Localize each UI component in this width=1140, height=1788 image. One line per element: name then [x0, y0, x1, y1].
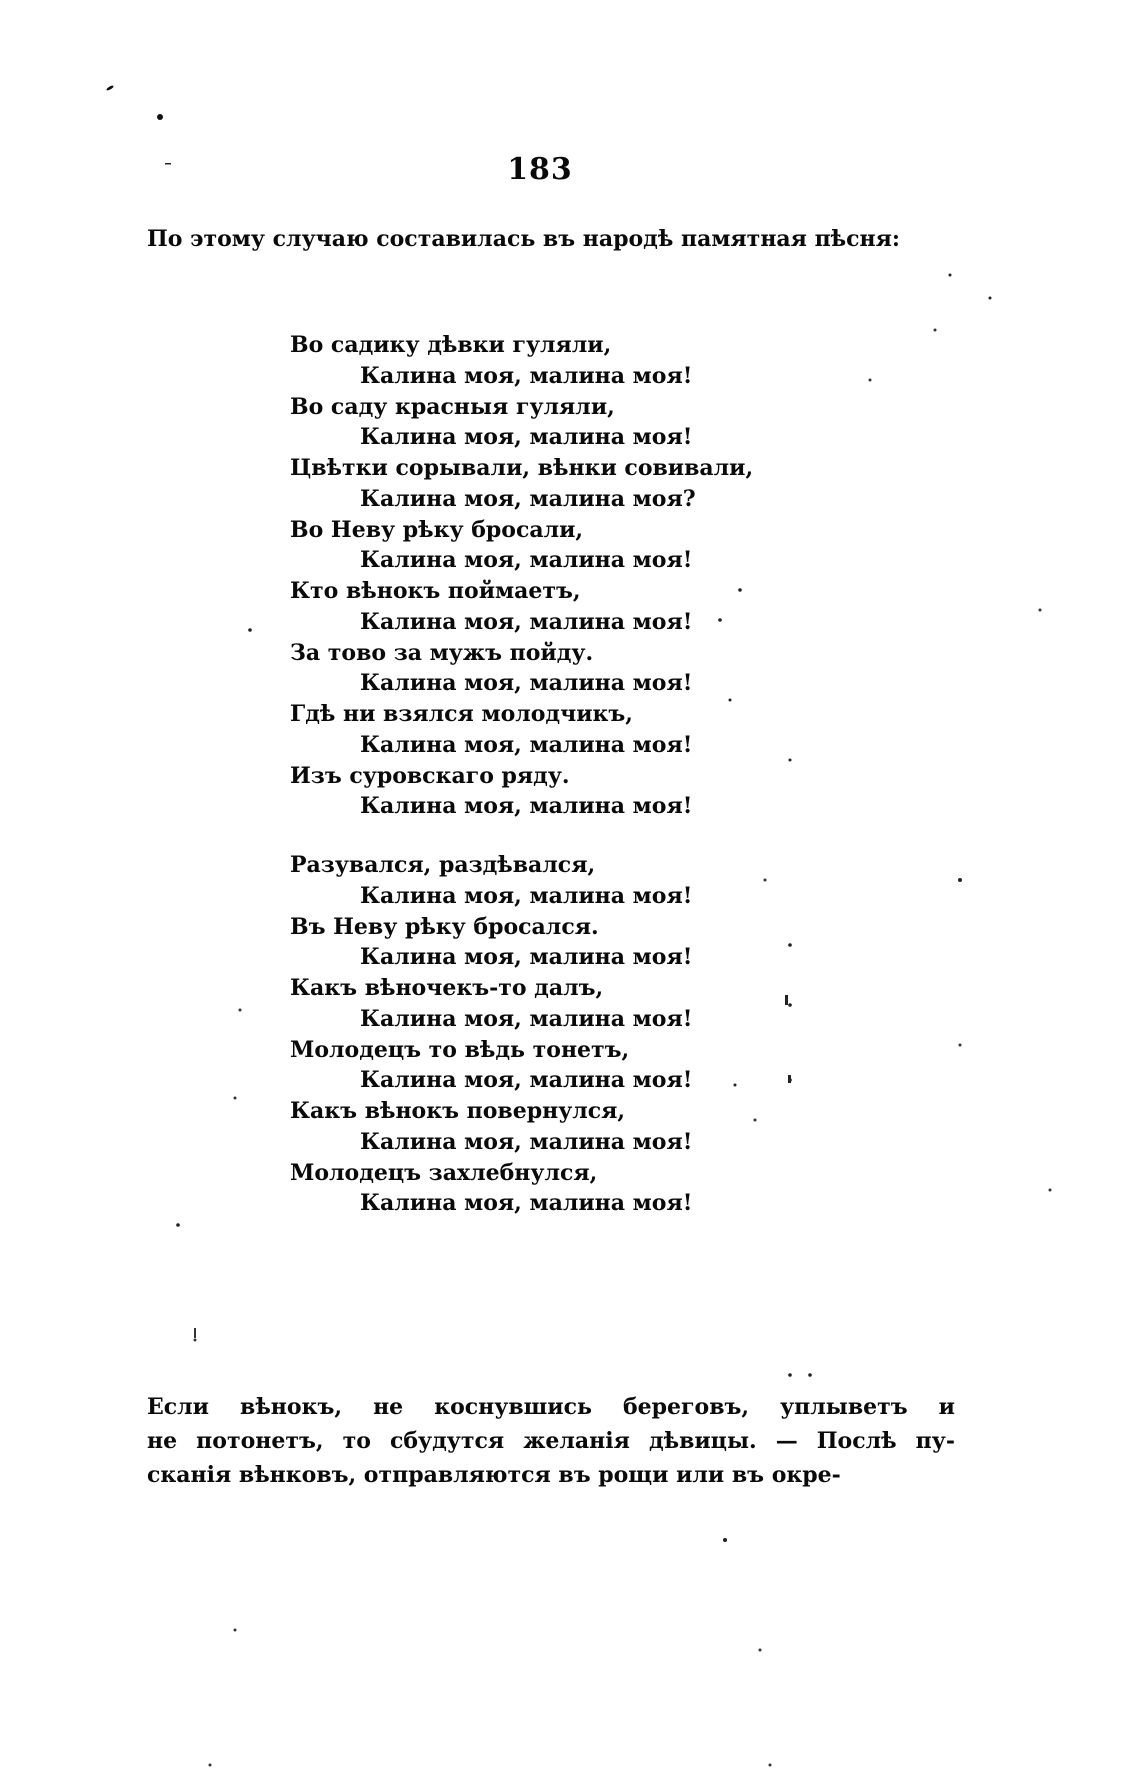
song-verse-line: Изъ суровскаго ряду.	[290, 762, 570, 789]
song-verse-line: За тово за мужъ пойду.	[290, 639, 594, 666]
song-refrain-line: Калина моя, малина моя?	[360, 485, 696, 512]
outro-paragraph	[147, 1390, 955, 1492]
song-refrain-line: Калина моя, малина моя!	[360, 670, 693, 697]
song-refrain-line: Калина моя, малина моя!	[360, 424, 693, 451]
song-verse-line: Во Неву рѣку бросали,	[290, 516, 584, 543]
song-refrain-line: Калина моя, малина моя!	[360, 1067, 693, 1094]
song-refrain-line: Калина моя, малина моя!	[360, 608, 693, 635]
intro-paragraph: По этому случаю составилась въ народѣ памятная пѣсня:	[147, 226, 901, 252]
song-verse-line: Молодецъ то вѣдь тонетъ,	[290, 1036, 630, 1063]
song-refrain-line: Калина моя, малина моя!	[360, 793, 693, 820]
song-refrain-line: Калина моя, малина моя!	[360, 547, 693, 574]
song-verse-line: Разувался, раздѣвался,	[290, 852, 596, 878]
song-refrain-line: Калина моя, малина моя!	[360, 1005, 693, 1032]
song-verse-line: Молодецъ захлебнулся,	[290, 1159, 598, 1186]
song-refrain-line: Калина моя, малина моя!	[360, 944, 693, 971]
page-number: 183	[507, 152, 573, 187]
song-verse-line: Кто вѣнокъ поймаетъ,	[290, 578, 581, 604]
song-refrain-line: Калина моя, малина моя!	[360, 882, 693, 909]
song-refrain-line: Калина моя, малина моя!	[360, 731, 693, 758]
outro-line: сканія вѣнковъ, отправляются въ рощи или въ окре-	[147, 1462, 841, 1488]
outro-line: не потонетъ, то сбудутся желанія дѣвицы. — Послѣ пу-	[147, 1428, 955, 1454]
song-refrain-line: Калина моя, малина моя!	[360, 1128, 693, 1155]
song-verse-line: Гдѣ ни взялся молодчикъ,	[290, 701, 633, 727]
song-verse-line: Во садику дѣвки гуляли,	[290, 332, 612, 358]
song-refrain-line: Калина моя, малина моя!	[360, 1190, 693, 1217]
outro-line: Если вѣнокъ, не коснувшись береговъ, уплыветъ и	[147, 1394, 955, 1420]
song-verse-line: Цвѣтки сорывали, вѣнки совивали,	[290, 455, 754, 481]
song-verse-line: Какъ вѣнокъ повернулся,	[290, 1098, 626, 1124]
song-verse-line: Въ Неву рѣку бросался.	[290, 913, 599, 940]
song-refrain-line: Калина моя, малина моя!	[360, 362, 693, 389]
song-verse-line: Какъ вѣночекъ-то далъ,	[290, 975, 604, 1001]
song-verse-line: Во саду красныя гуляли,	[290, 393, 615, 420]
